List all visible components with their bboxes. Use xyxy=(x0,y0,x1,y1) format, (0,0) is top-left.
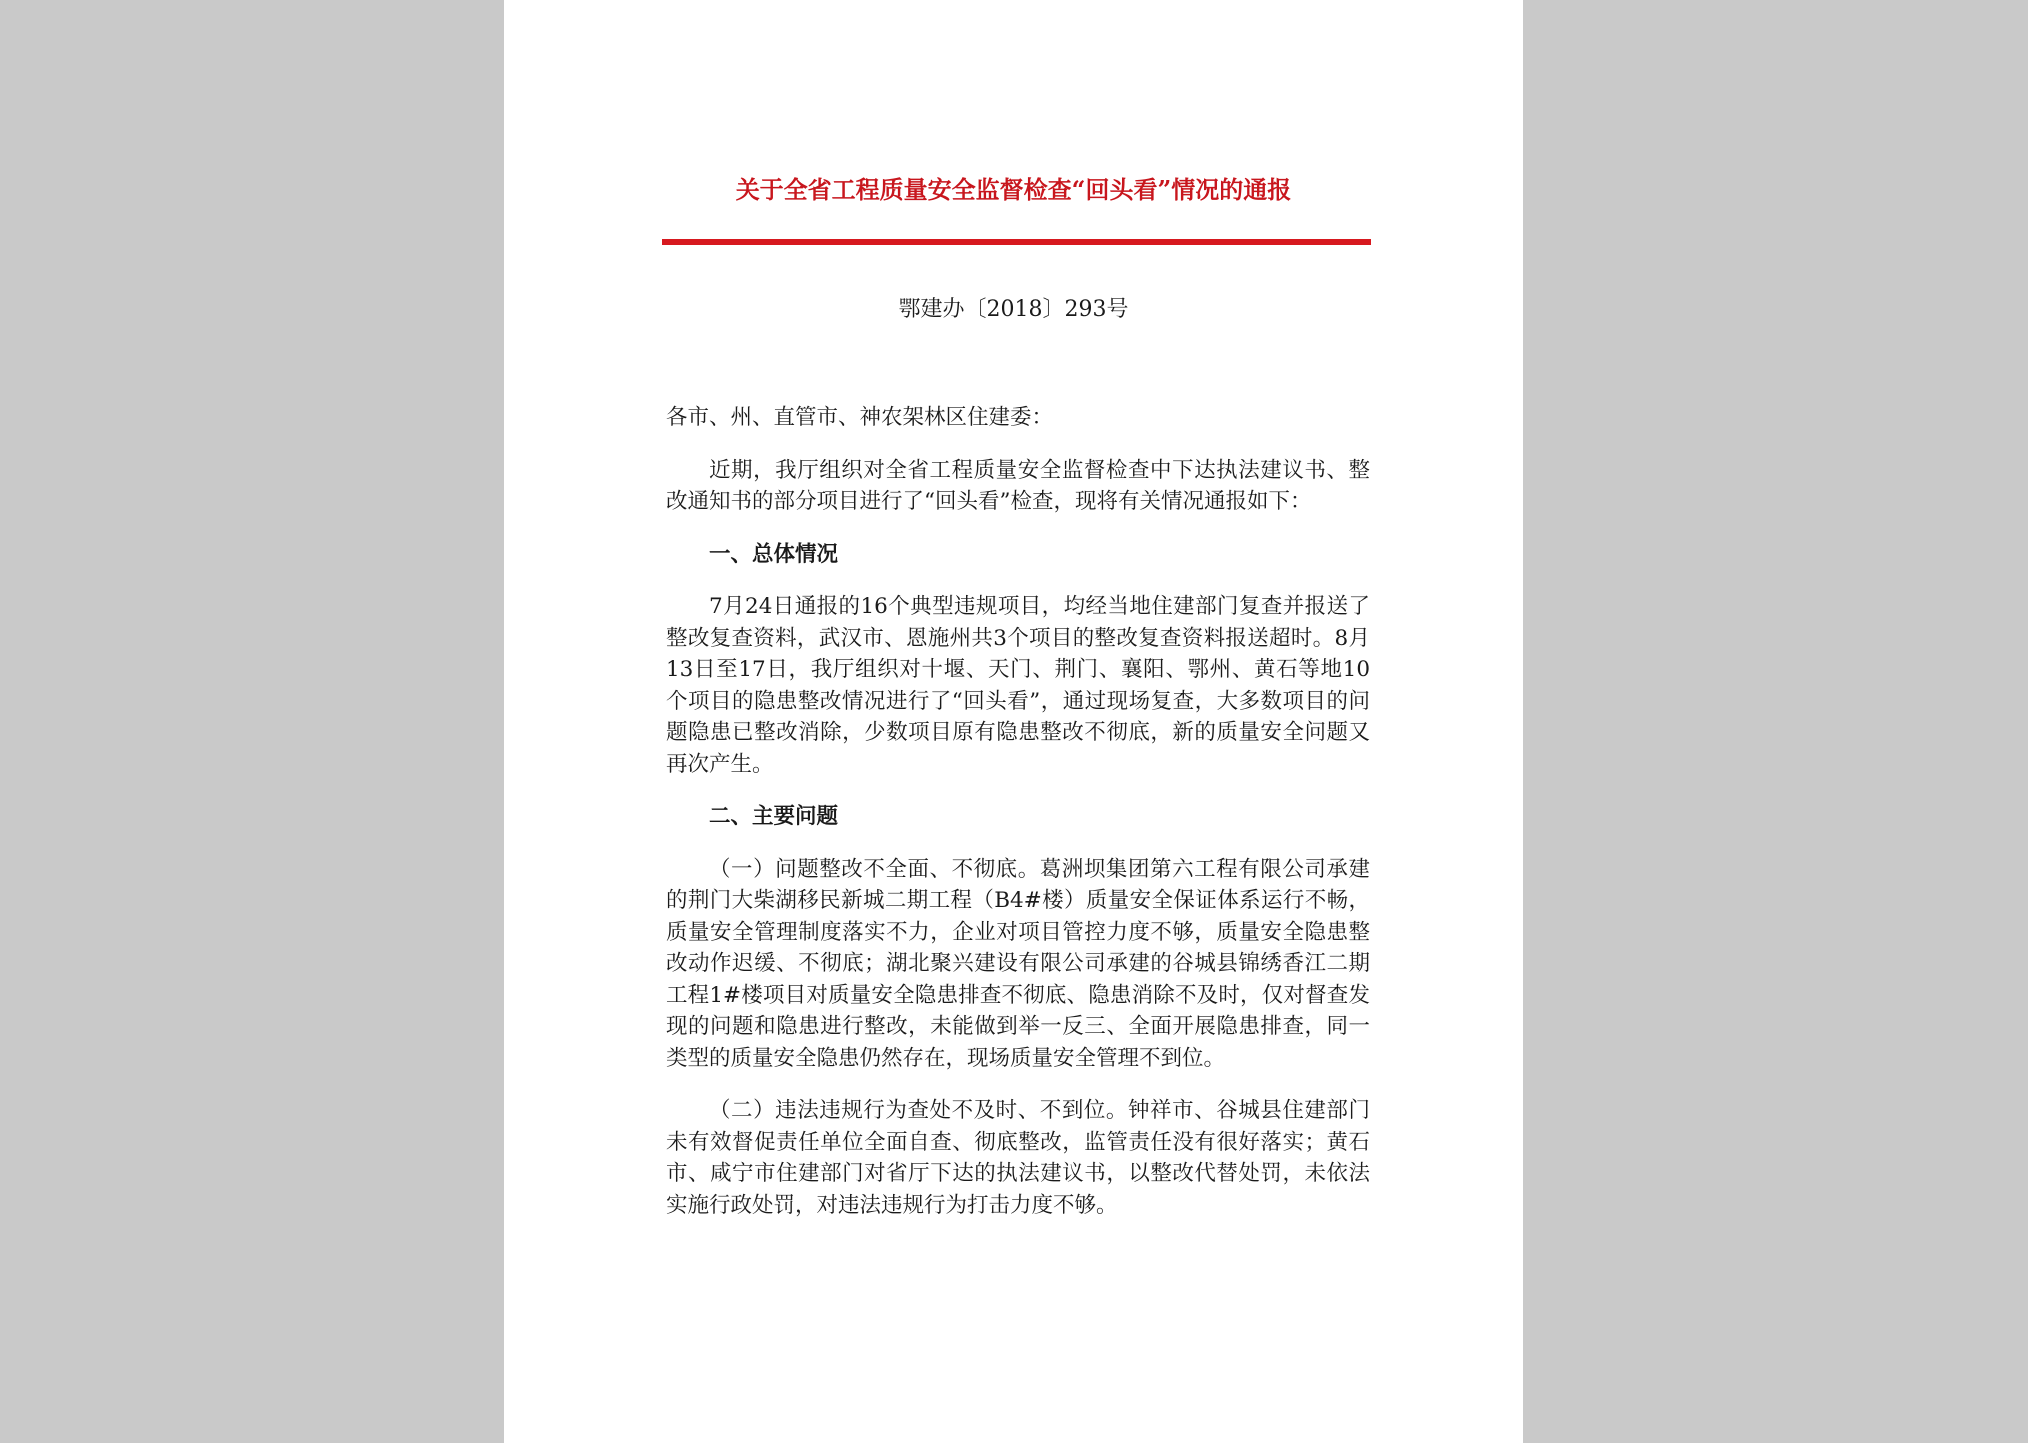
document-page xyxy=(504,0,1523,1443)
section-heading: 一、总体情况 xyxy=(709,541,839,567)
document-title: 关于全省工程质量安全监督检查“回头看”情况的通报 xyxy=(735,175,1292,204)
red-header-rule xyxy=(662,239,1371,245)
section-paragraph: （一）问题整改不全面、不彻底。葛洲坝集团第六工程有限公司承建的荆门大柴湖移民新城二期工程（B4#楼）质量安全保证体系运行不畅，质量安全管理制度落实不力，企业对项目管控力度不够，质量安全隐患整改动作迟缓、不彻底；湖北聚兴建设有限公司承建的谷城县锦绣香江二期工程1#楼项目对质量安全隐患排查不彻底、隐患消除不及时，仅对督查发现的问题和隐患进行整改，未能做到举一反三、全面开展隐患排查，同一类型的质量安全隐患仍然存在，现场质量安全管理不到位。 xyxy=(666,856,1370,1071)
section-paragraph: （二）违法违规行为查处不及时、不到位。钟祥市、谷城县住建部门未有效督促责任单位全面自查、彻底整改，监管责任没有很好落实；黄石市、咸宁市住建部门对省厅下达的执法建议书，以整改代替处罚，未依法实施行政处罚，对违法违规行为打击力度不够。 xyxy=(666,1098,1370,1218)
document-number: 鄂建办〔2018〕293号 xyxy=(898,297,1129,322)
document-body xyxy=(666,402,1370,1242)
section-heading: 二、主要问题 xyxy=(709,804,839,829)
section-paragraph: 7月24日通报的16个典型违规项目，均经当地住建部门复查并报送了整改复查资料，武汉市、恩施州共3个项目的整改复查资料报送超时。8月13日至17日，我厅组织对十堰、天门、荆门、襄阳、鄂州、黄石等地10个项目的隐患整改情况进行了“回头看”，通过现场复查，大多数项目的问题隐患已整改消除，少数项目原有隐患整改不彻底，新的质量安全问题又再次产生。 xyxy=(666,594,1370,777)
intro-paragraph: 近期，我厅组织对全省工程质量安全监督检查中下达执法建议书、整改通知书的部分项目进行了“回头看”检查，现将有关情况通报如下： xyxy=(666,457,1370,514)
salutation: 各市、州、直管市、神农架林区住建委： xyxy=(666,405,1054,430)
